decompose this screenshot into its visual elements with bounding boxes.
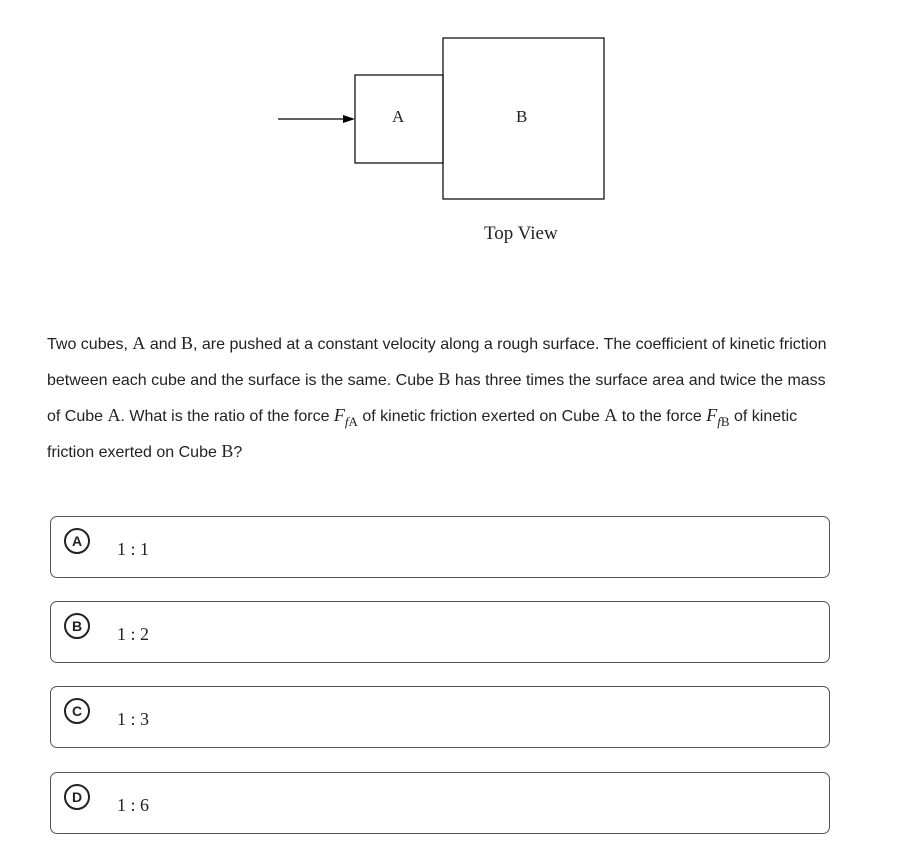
force-b-sub-letter: B xyxy=(720,414,730,429)
question-seg6: of kinetic friction exerted on Cube xyxy=(47,408,798,461)
question-seg5: to the force xyxy=(617,408,707,425)
choice-a-letter-icon: A xyxy=(64,528,90,554)
choice-c-letter-icon: C xyxy=(64,698,90,724)
force-a-sub-f: f xyxy=(344,414,349,429)
question-end: ? xyxy=(233,444,243,461)
cube-a-ref: A xyxy=(604,405,618,425)
force-b-symbol xyxy=(706,405,730,429)
force-b-sub-f: f xyxy=(717,414,721,429)
force-symbol: F xyxy=(706,405,718,425)
cube-b-ref: B xyxy=(438,369,451,389)
force-symbol: F xyxy=(333,405,345,425)
cube-b-ref: B xyxy=(221,441,234,461)
choice-a-text: 1 : 1 xyxy=(117,539,150,559)
choice-b[interactable] xyxy=(50,601,830,663)
choice-b-text: 1 : 2 xyxy=(117,624,150,644)
question-and: and xyxy=(145,336,181,353)
cube-a-label: A xyxy=(392,107,405,126)
cube-b-label: B xyxy=(516,107,528,126)
cube-a-ref: A xyxy=(107,405,121,425)
question-seg2: has three times the surface area and twice the mass of Cube xyxy=(47,372,826,425)
diagram xyxy=(0,0,920,260)
choice-b-letter-icon: B xyxy=(64,613,90,639)
choice-c[interactable] xyxy=(50,686,830,748)
question-intro: Two cubes, xyxy=(47,336,133,353)
diagram-svg xyxy=(0,0,920,260)
push-arrow-icon xyxy=(343,115,355,123)
question-text xyxy=(47,326,827,470)
question-seg1: , are pushed at a constant velocity along a rough surface. The coefficient of kinetic friction between each cube and the surface is the same. Cube xyxy=(47,336,827,389)
force-a-subscript xyxy=(345,414,358,429)
choice-d[interactable] xyxy=(50,772,830,834)
choice-c-text: 1 : 3 xyxy=(117,709,150,729)
choice-d-text: 1 : 6 xyxy=(117,795,150,815)
cube-b-ref: B xyxy=(180,333,193,353)
choice-d-letter-icon: D xyxy=(64,784,90,810)
force-a-sub-letter: A xyxy=(348,414,358,429)
question-seg3: . What is the ratio of the force xyxy=(120,408,334,425)
force-b-subscript xyxy=(717,414,729,429)
cube-a-ref: A xyxy=(132,333,146,353)
question-seg4: of kinetic friction exerted on Cube xyxy=(357,408,605,425)
choice-a[interactable] xyxy=(50,516,830,578)
force-a-symbol xyxy=(333,405,358,429)
diagram-caption: Top View xyxy=(484,223,558,244)
